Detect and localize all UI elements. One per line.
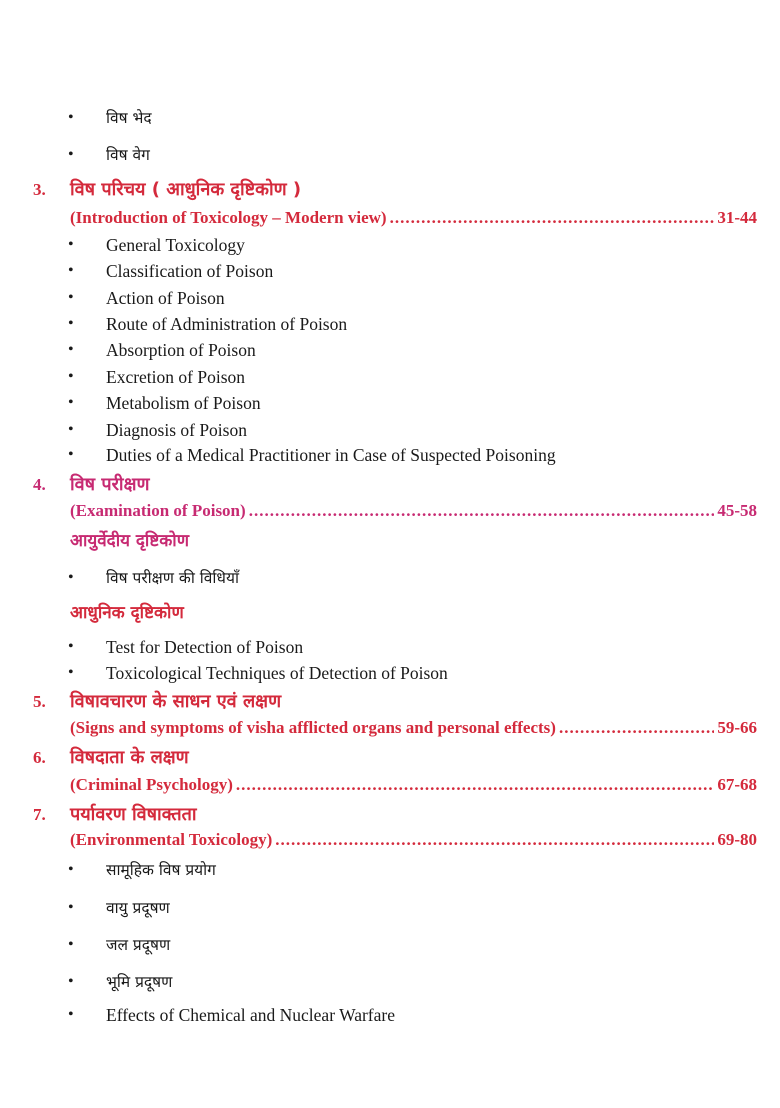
dot-leader xyxy=(275,828,714,852)
list-item-text: Metabolism of Poison xyxy=(106,393,261,413)
list-item-text: Toxicological Techniques of Detection of Poison xyxy=(106,663,448,683)
chapter-number: 4. xyxy=(33,475,46,494)
page-range: 45-58 xyxy=(717,501,757,520)
chapter-number: 3. xyxy=(33,180,46,199)
bullet-icon: • xyxy=(68,421,74,438)
chapter-title-hindi: विष परीक्षण xyxy=(70,474,150,495)
chapter-title-english[interactable] xyxy=(70,828,757,852)
chapter-title-text: (Criminal Psychology) xyxy=(70,775,233,794)
list-item xyxy=(0,418,780,442)
bullet-icon: • xyxy=(68,289,74,306)
list-item-text: Absorption of Poison xyxy=(106,340,256,360)
list-item-text: विष भेद xyxy=(106,109,152,127)
chapter-title-text: (Signs and symptoms of visha afflicted organs and personal effects) xyxy=(70,718,556,737)
list-item xyxy=(0,858,780,882)
dot-leader xyxy=(236,773,714,797)
bullet-icon: • xyxy=(68,146,74,163)
bullet-icon: • xyxy=(68,236,74,253)
list-item xyxy=(0,312,780,336)
list-item-text: Action of Poison xyxy=(106,288,225,308)
list-item-text: Effects of Chemical and Nuclear Warfare xyxy=(106,1005,395,1025)
chapter-number: 5. xyxy=(33,692,46,711)
list-item xyxy=(0,106,780,130)
eng-heading xyxy=(0,828,780,852)
list-item xyxy=(0,338,780,362)
bullet-icon: • xyxy=(68,899,74,916)
hindi-heading xyxy=(0,746,780,770)
chapter-title-english[interactable] xyxy=(70,773,757,797)
list-item-text: जल प्रदूषण xyxy=(106,936,171,954)
hindi-heading xyxy=(0,473,780,497)
list-item xyxy=(0,143,780,167)
list-item-text: Route of Administration of Poison xyxy=(106,314,348,334)
list-item xyxy=(0,443,780,467)
list-item xyxy=(0,635,780,659)
list-item xyxy=(0,259,780,283)
list-item xyxy=(0,391,780,415)
page-range: 69-80 xyxy=(717,830,757,849)
bullet-icon: • xyxy=(68,861,74,878)
list-item-text: विष वेग xyxy=(106,146,150,164)
chapter-number: 6. xyxy=(33,748,46,767)
bullet-icon: • xyxy=(68,446,74,463)
list-item xyxy=(0,661,780,685)
section-subheading: आधुनिक दृष्टिकोण xyxy=(70,603,184,623)
bullet-icon: • xyxy=(68,973,74,990)
eng-heading xyxy=(0,499,780,523)
list-item-text: Test for Detection of Poison xyxy=(106,637,304,657)
list-item-text: Duties of a Medical Practitioner in Case of Suspected Poisoning xyxy=(106,445,556,465)
bullet-icon: • xyxy=(68,315,74,332)
list-item xyxy=(0,233,780,257)
hindi-heading xyxy=(0,690,780,714)
bullet-icon: • xyxy=(68,262,74,279)
hindi-heading xyxy=(0,803,780,827)
list-item-text: वायु प्रदूषण xyxy=(106,899,170,917)
list-item xyxy=(0,970,780,994)
chapter-title-hindi: विषावचारण के साधन एवं लक्षण xyxy=(70,691,282,712)
list-item-text: Excretion of Poison xyxy=(106,367,246,387)
sub-heading xyxy=(0,529,780,553)
chapter-title-english[interactable] xyxy=(70,206,757,230)
eng-heading xyxy=(0,716,780,740)
chapter-title-hindi: विषदाता के लक्षण xyxy=(70,747,189,768)
chapter-title-english[interactable] xyxy=(70,499,757,523)
bullet-icon: • xyxy=(68,109,74,126)
dot-leader xyxy=(249,499,715,523)
chapter-number: 7. xyxy=(33,805,46,824)
dot-leader xyxy=(390,206,715,230)
eng-heading xyxy=(0,206,780,230)
hindi-heading xyxy=(0,178,780,202)
bullet-icon: • xyxy=(68,368,74,385)
bullet-icon: • xyxy=(68,664,74,681)
chapter-title-text: (Introduction of Toxicology – Modern view) xyxy=(70,208,387,227)
list-item-text: General Toxicology xyxy=(106,235,245,255)
page-range: 67-68 xyxy=(717,775,757,794)
bullet-icon: • xyxy=(68,569,74,586)
eng-heading xyxy=(0,773,780,797)
page-range: 31-44 xyxy=(717,208,757,227)
list-item xyxy=(0,286,780,310)
bullet-icon: • xyxy=(68,341,74,358)
list-item xyxy=(0,1003,780,1027)
chapter-title-text: (Examination of Poison) xyxy=(70,501,246,520)
list-item xyxy=(0,365,780,389)
list-item-text: भूमि प्रदूषण xyxy=(106,973,173,991)
list-item-text: Classification of Poison xyxy=(106,261,274,281)
list-item-text: विष परीक्षण की विधियाँ xyxy=(106,569,239,587)
section-subheading: आयुर्वेदीय दृष्टिकोण xyxy=(70,531,190,551)
bullet-icon: • xyxy=(68,394,74,411)
list-item xyxy=(0,896,780,920)
list-item xyxy=(0,566,780,590)
list-item-text: Diagnosis of Poison xyxy=(106,420,247,440)
chapter-title-text: (Environmental Toxicology) xyxy=(70,830,273,849)
page-range: 59-66 xyxy=(717,718,757,737)
list-item xyxy=(0,933,780,957)
bullet-icon: • xyxy=(68,1006,74,1023)
list-item-text: सामूहिक विष प्रयोग xyxy=(106,861,216,879)
dot-leader xyxy=(559,716,714,740)
chapter-title-hindi: पर्यावरण विषाक्तता xyxy=(70,804,197,825)
bullet-icon: • xyxy=(68,936,74,953)
bullet-icon: • xyxy=(68,638,74,655)
chapter-title-english[interactable] xyxy=(70,716,757,740)
sub-heading xyxy=(0,601,780,625)
chapter-title-hindi: विष परिचय ( आधुनिक दृष्टिकोण ) xyxy=(70,179,302,200)
